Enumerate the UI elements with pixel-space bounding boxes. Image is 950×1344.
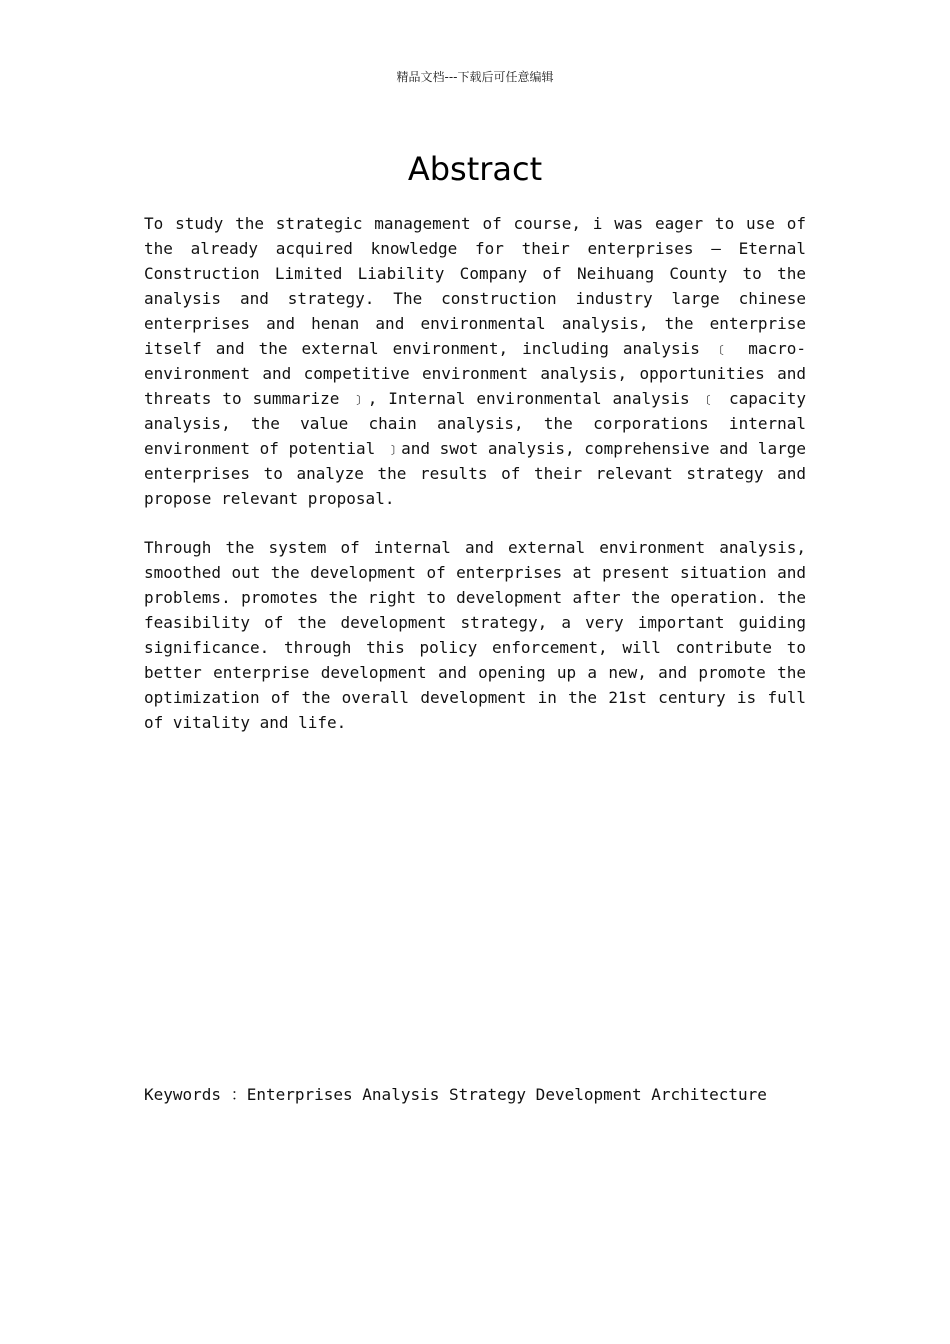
page-title: Abstract	[407, 150, 543, 188]
header-note: 精品文档---下载后可任意编辑	[396, 70, 554, 84]
abstract-paragraph-2: Through the system of internal and external environment analysis, smoothed out the development of enterprises at present situation and problems. promotes the right to development after the operation. the feasibility of the development strategy, a very important guiding significance. through this policy enforcement, will contribute to better enterprise development and opening up a new, and promote the optimization of the overall development in the 21st century is full of vitality and life.	[144, 538, 806, 732]
abstract-paragraph-1: To study the strategic management of course, i was eager to use of the already acquired knowledge for their enterprises — Eternal Construction Limited Liability Company of Neihuang County to the analysis and strategy. The construction industry large chinese enterprises and henan and environmental analysis, the enterprise itself and the external environment, including analysis ﹝ macro-environment and competitive environment analysis, opportunities and threats to summarize ﹞, Internal environmental analysis ﹝ capacity analysis, the value chain analysis, the corporations internal environment of potential ﹞and swot analysis, comprehensive and large enterprises to analyze the results of their relevant strategy and propose relevant proposal.	[144, 214, 807, 508]
keywords-line: Keywords ：Enterprises Analysis Strategy Development Architecture	[144, 1085, 767, 1104]
